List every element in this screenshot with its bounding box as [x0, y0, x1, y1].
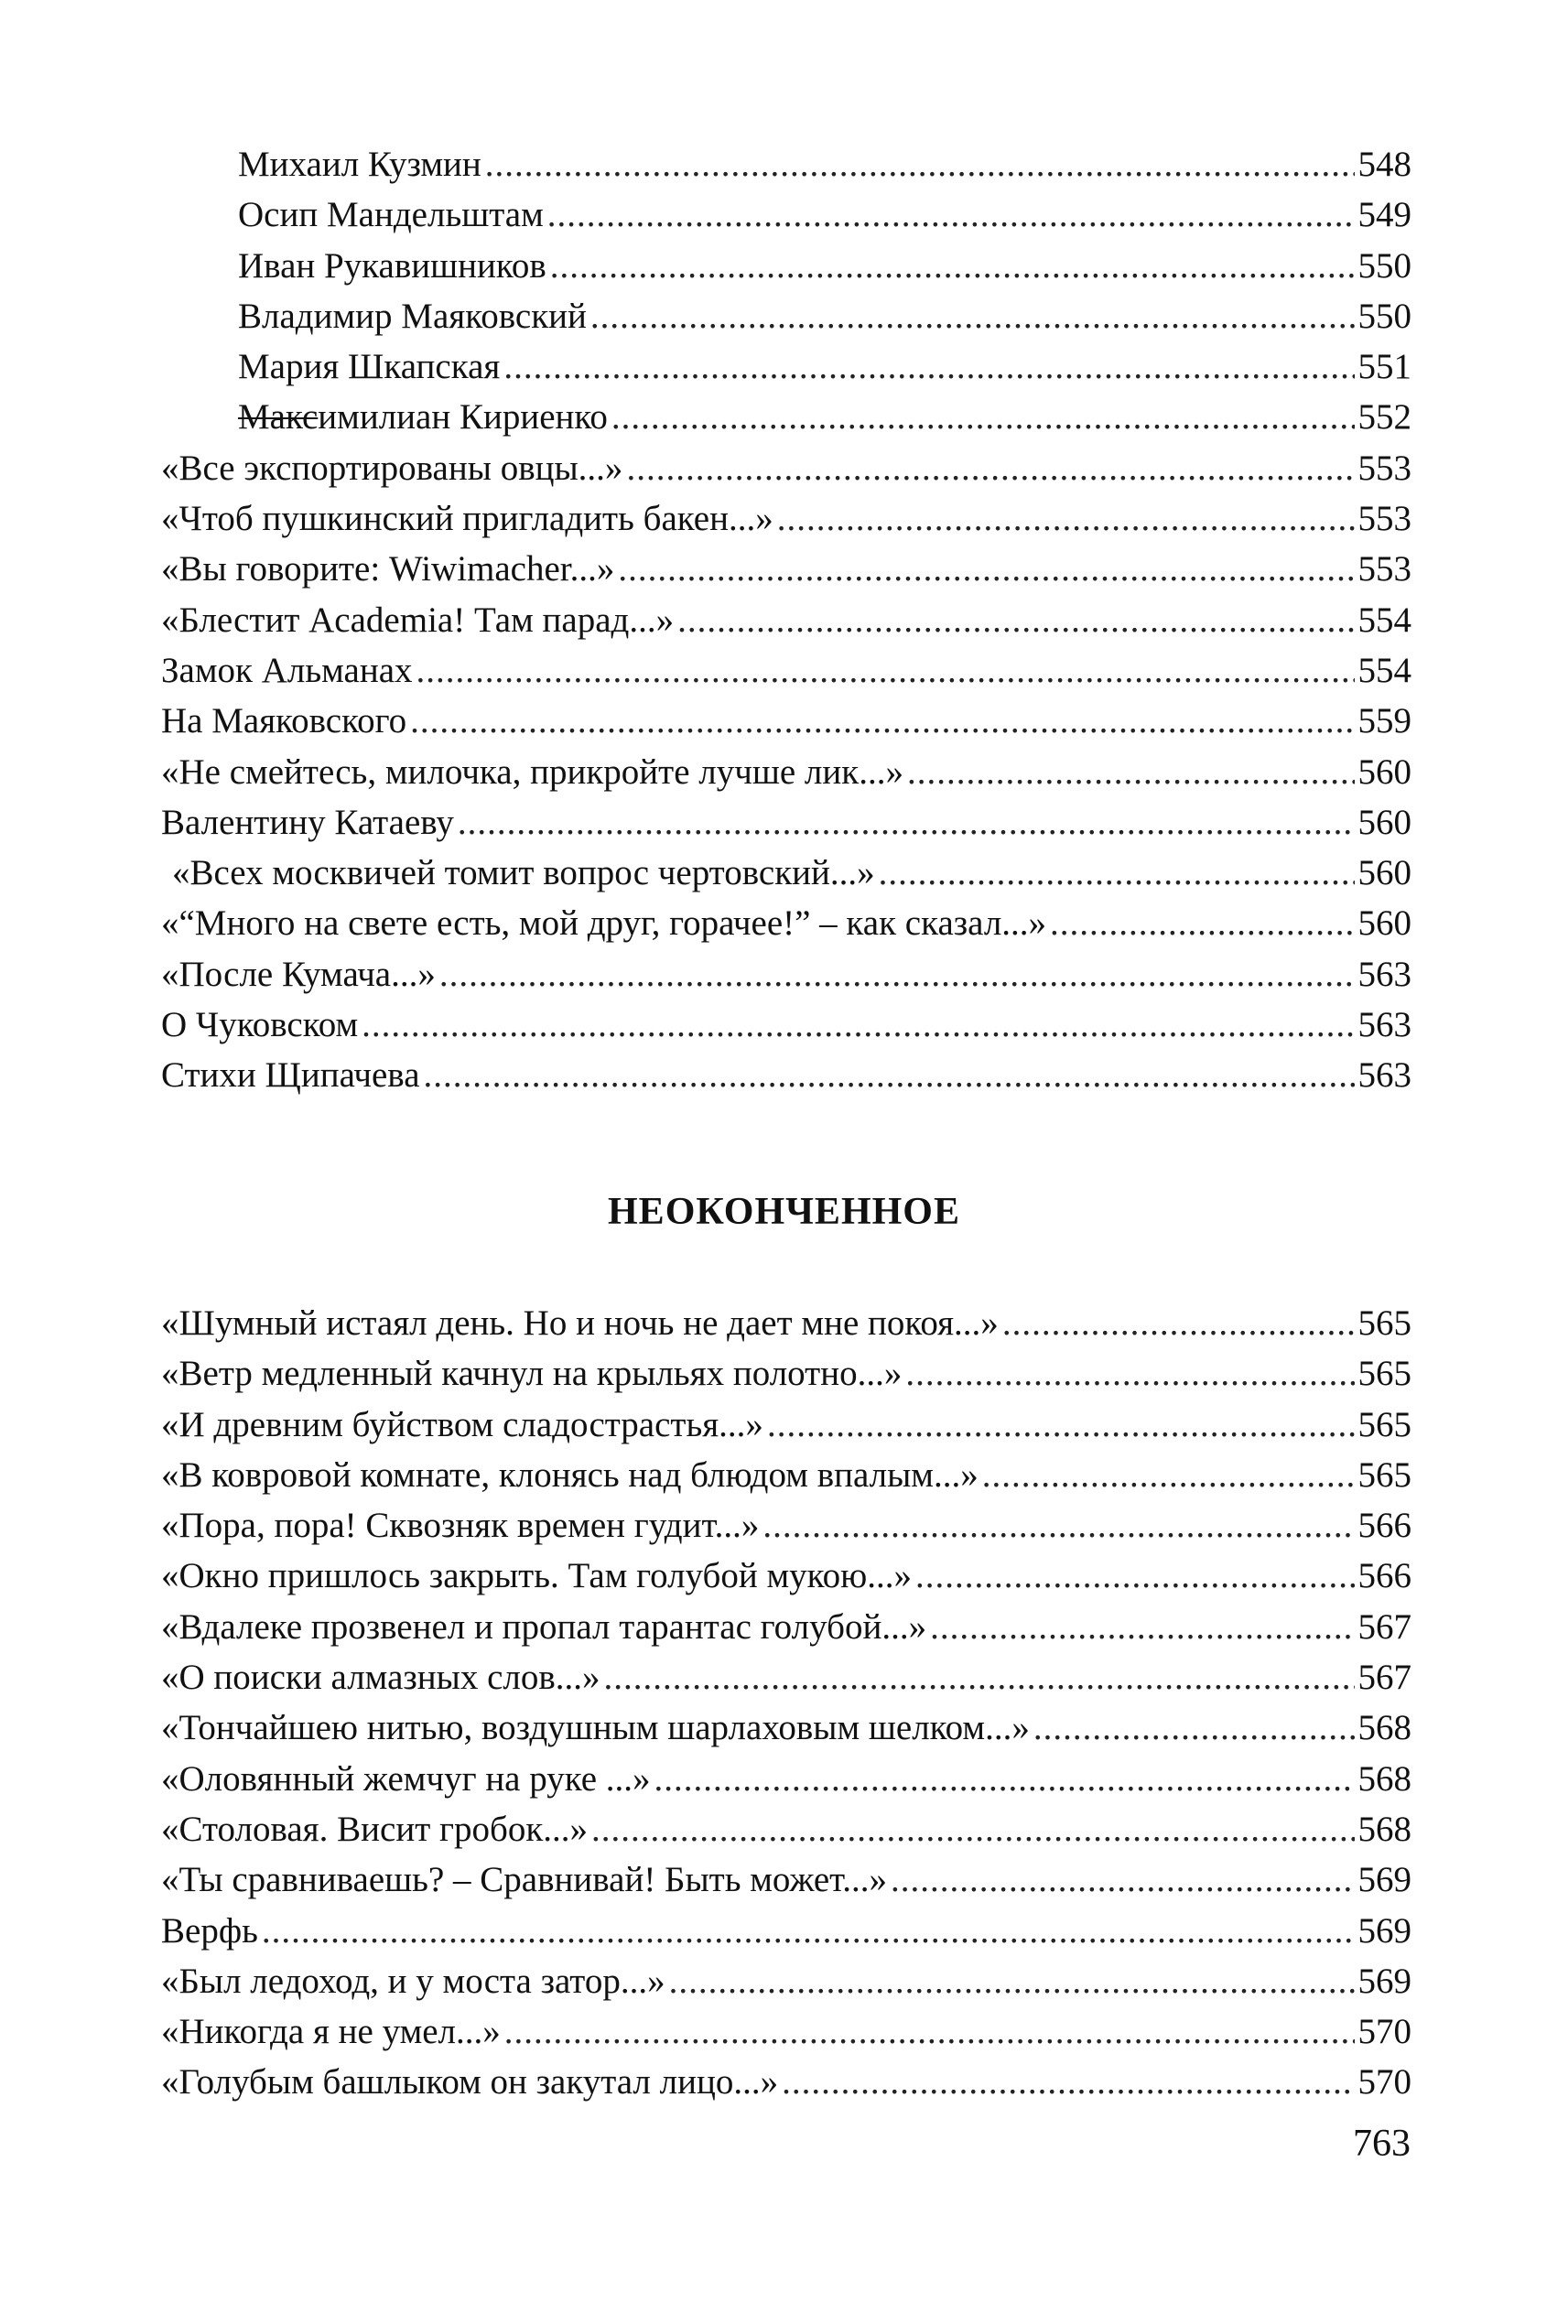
toc-entry-page: 552: [1357, 397, 1411, 438]
toc-entry-title: [161, 1602, 926, 1652]
toc-entry-title: [238, 341, 500, 392]
dot-leader: [550, 241, 1355, 291]
toc-entry: [161, 848, 1411, 898]
toc-entry-title-text: «Чтоб пушкинский пригладить бакен...»: [161, 499, 773, 539]
dot-leader: [485, 139, 1355, 189]
toc-entry-title: [161, 1050, 420, 1100]
toc-entry: [161, 1854, 1411, 1905]
toc-entry-title-text: Осип Мандельштам: [238, 195, 544, 235]
toc-entry: [161, 291, 1411, 341]
dot-leader: [879, 848, 1355, 898]
toc-entry: [161, 1956, 1411, 2006]
dot-leader: [604, 1652, 1355, 1702]
toc-entry-page: 563: [1357, 1055, 1411, 1096]
toc-entry-title-text: «Шумный истаял день. Но и ночь не дает мне покоя...»: [161, 1303, 999, 1343]
toc-entry-title: [161, 645, 413, 696]
toc-entry-title-text: Иван Рукавишников: [238, 245, 546, 286]
toc-entry-title: [161, 1348, 902, 1399]
toc-entry-title-struck: Макс: [238, 397, 319, 438]
page-number: 763: [1353, 2123, 1411, 2165]
toc-entry-title: [161, 696, 406, 746]
toc-entry-page: 563: [1357, 1005, 1411, 1045]
toc-entry-title: [161, 1652, 600, 1702]
toc-entry-page: 550: [1357, 245, 1411, 286]
toc-entry: [161, 241, 1411, 291]
dot-leader: [591, 1804, 1354, 1854]
toc-entry-page: 566: [1357, 1556, 1411, 1596]
toc-entry-page: 565: [1357, 1454, 1411, 1495]
toc-entry-page: 560: [1357, 802, 1411, 842]
toc-entry-title-text: На Маяковского: [161, 701, 407, 741]
toc-entry-title-text: «И древним буйством сладострастья...»: [161, 1404, 763, 1444]
dot-leader: [262, 1906, 1355, 1956]
toc-entry-title: [238, 139, 481, 189]
toc-entry-title: [161, 443, 622, 493]
toc-entry: [161, 392, 1411, 442]
dot-leader: [1033, 1702, 1355, 1753]
dot-leader: [1050, 898, 1354, 948]
toc-entry-page: 550: [1357, 296, 1411, 336]
toc-entry-page: 553: [1357, 448, 1411, 488]
toc-entry-title: [161, 1702, 1030, 1753]
dot-leader: [905, 1348, 1354, 1399]
toc-entry: [161, 595, 1411, 645]
toc-entry: [161, 645, 1411, 696]
toc-entry-title-text: «Был ледоход, и у моста затор...»: [161, 1961, 665, 2001]
toc-entry-title: [172, 848, 875, 898]
toc-entry-title: [161, 595, 674, 645]
toc-entry-title: [161, 2006, 501, 2057]
toc-entry-title-text: Верфь: [161, 1910, 258, 1951]
toc-entry-page: 569: [1357, 1961, 1411, 2001]
dot-leader: [503, 341, 1354, 392]
toc-entry-page: 569: [1357, 1860, 1411, 1900]
toc-entry-title: [161, 797, 454, 848]
toc-entry-page: 560: [1357, 853, 1411, 893]
toc-entry-title-text: «Всех москвичей томит вопрос чертовский...»: [172, 853, 875, 893]
toc-entry-title: [161, 949, 436, 1000]
toc-entry-title-text: Мария Шкапская: [238, 347, 501, 387]
toc-entry-title: [161, 1000, 358, 1050]
toc-entry: [161, 1500, 1411, 1551]
dot-leader: [611, 392, 1355, 442]
toc-entry: [161, 1602, 1411, 1652]
toc-entry-title-text: Замок Альманах: [161, 650, 413, 690]
toc-entry-page: 551: [1357, 347, 1411, 387]
toc-entry: [161, 747, 1411, 797]
toc-entry: [161, 443, 1411, 493]
toc-entry-title: [238, 189, 544, 240]
toc-entry-title: [238, 291, 587, 341]
toc-list-top: [161, 139, 1411, 1101]
dot-leader: [915, 1551, 1354, 1601]
dot-leader: [547, 189, 1355, 240]
toc-entry-page: 554: [1357, 600, 1411, 640]
toc-entry: [161, 949, 1411, 1000]
toc-entry: [161, 139, 1411, 189]
dot-leader: [590, 291, 1355, 341]
toc-entry-title: [161, 898, 1046, 948]
toc-entry-title-text: «Голубым башлыком он закутал лицо...»: [161, 2062, 779, 2102]
toc-entry: [161, 1050, 1411, 1100]
toc-entry-page: 553: [1357, 549, 1411, 589]
toc-entry-title-text: «Все экспортированы овцы...»: [161, 448, 623, 488]
dot-leader: [782, 2057, 1354, 2107]
toc-entry-title-text: «О поиски алмазных слов...»: [161, 1658, 600, 1698]
toc-entry-title-text: имилиан Кириенко: [318, 397, 608, 438]
toc-entry-page: 554: [1357, 650, 1411, 690]
dot-leader: [424, 1050, 1355, 1100]
toc-entry-page: 560: [1357, 751, 1411, 792]
toc-entry: [161, 1298, 1411, 1348]
toc-entry: [161, 1450, 1411, 1500]
toc-entry-title: [161, 1906, 258, 1956]
toc-entry-title: [161, 1551, 912, 1601]
toc-entry-title-text: О Чуковском: [161, 1005, 359, 1045]
toc-entry: [161, 898, 1411, 948]
dot-leader: [626, 443, 1354, 493]
toc-entry-page: 549: [1357, 195, 1411, 235]
toc-entry-title: [161, 1854, 887, 1905]
toc-entry-title: [161, 2057, 778, 2107]
dot-leader: [458, 797, 1355, 848]
dot-leader: [654, 1754, 1355, 1804]
toc-entry-title-text: «Ты сравниваешь? – Сравнивай! Быть может...»: [161, 1860, 888, 1900]
toc-entry-title-text: Валентину Катаеву: [161, 802, 454, 842]
toc-entry-title-text: «Ветр медленный качнул на крыльях полотно...»: [161, 1354, 903, 1394]
toc-entry-title: [161, 1450, 979, 1500]
toc-entry-title-text: Стихи Щипачева: [161, 1055, 420, 1096]
toc-entry-page: 560: [1357, 903, 1411, 944]
toc-entry-title: [161, 1956, 665, 2006]
toc-entry-page: 567: [1357, 1606, 1411, 1647]
toc-entry: [161, 1702, 1411, 1753]
toc-entry: [161, 696, 1411, 746]
dot-leader: [777, 493, 1355, 544]
toc-entry-title-text: «Вдалеке прозвенел и пропал тарантас голубой...»: [161, 1606, 927, 1647]
toc-entry-page: 566: [1357, 1506, 1411, 1546]
toc-entry-title: [161, 1804, 588, 1854]
toc-entry-page: 568: [1357, 1708, 1411, 1748]
toc-entry-title-text: «Окно пришлось закрыть. Там голубой мукою...»: [161, 1556, 913, 1596]
toc-entry-page: 565: [1357, 1303, 1411, 1343]
dot-leader: [416, 645, 1355, 696]
toc-entry-title: [238, 241, 546, 291]
toc-entry: [161, 1754, 1411, 1804]
toc-entry-page: 567: [1357, 1658, 1411, 1698]
dot-leader: [677, 595, 1354, 645]
dot-leader: [410, 696, 1354, 746]
toc-entry: [161, 341, 1411, 392]
dot-leader: [669, 1956, 1355, 2006]
toc-entry: [161, 1804, 1411, 1854]
toc-entry-page: 570: [1357, 2012, 1411, 2052]
toc-entry-title-text: «Не смейтесь, милочка, прикройте лучше лик...»: [161, 751, 903, 792]
toc-entry-page: 548: [1357, 145, 1411, 184]
toc-entry: [161, 1000, 1411, 1050]
dot-leader: [930, 1602, 1354, 1652]
toc-entry: [161, 189, 1411, 240]
dot-leader: [362, 1000, 1354, 1050]
toc-entry-title-text: Михаил Кузмин: [238, 145, 481, 184]
dot-leader: [767, 1400, 1355, 1450]
toc-entry-title-text: Владимир Маяковский: [238, 296, 587, 336]
toc-entry-title-text: «Вы говорите: Wiwimacher...»: [161, 549, 615, 589]
toc-entry-page: 570: [1357, 2062, 1411, 2102]
toc-entry-title: [161, 1754, 651, 1804]
toc-entry-page: 553: [1357, 499, 1411, 539]
toc-entry-title: [238, 392, 608, 442]
toc-entry-page: 568: [1357, 1809, 1411, 1849]
dot-leader: [762, 1500, 1354, 1551]
section-heading: НЕОКОНЧЕННОЕ: [608, 1191, 960, 1233]
dot-leader: [618, 544, 1354, 594]
toc-entry-page: 569: [1357, 1910, 1411, 1951]
toc-entry: [161, 493, 1411, 544]
toc-entry-title: [161, 1400, 763, 1450]
toc-entry: [161, 1652, 1411, 1702]
toc-entry: [161, 1551, 1411, 1601]
dot-leader: [982, 1450, 1355, 1500]
toc-entry-title-text: «Никогда я не умел...»: [161, 2012, 501, 2052]
toc-entry-title-text: «После Кумача...»: [161, 954, 436, 994]
toc-entry-title: [161, 493, 773, 544]
toc-list-bottom: [161, 1298, 1411, 2108]
toc-entry-page: 565: [1357, 1354, 1411, 1394]
toc-entry-title: [161, 544, 614, 594]
toc-entry-title-text: «“Много на свете есть, мой друг, горачее!” – как сказал...»: [161, 903, 1047, 944]
dot-leader: [891, 1854, 1354, 1905]
toc-entry-title: [161, 747, 903, 797]
toc-entry: [161, 1348, 1411, 1399]
toc-entry: [161, 797, 1411, 848]
toc-entry: [161, 2057, 1411, 2107]
toc-entry-page: 568: [1357, 1758, 1411, 1799]
toc-entry-title-text: «Пора, пора! Сквозняк времен гудит...»: [161, 1506, 760, 1546]
dot-leader: [504, 2006, 1355, 2057]
toc-entry-title-text: «Столовая. Висит гробок...»: [161, 1809, 589, 1849]
toc-entry-title: [161, 1298, 999, 1348]
toc-entry: [161, 2006, 1411, 2057]
toc-entry-title: [161, 1500, 759, 1551]
dot-leader: [907, 747, 1355, 797]
toc-entry-page: 559: [1357, 701, 1411, 741]
toc-entry-title-text: «Тончайшею нитью, воздушным шарлаховым шелком...»: [161, 1708, 1030, 1748]
toc-entry-page: 563: [1357, 954, 1411, 994]
toc-entry-title-text: «В ковровой комнате, клонясь над блюдом впалым...»: [161, 1454, 979, 1495]
dot-leader: [439, 949, 1355, 1000]
toc-entry: [161, 544, 1411, 594]
toc-entry-title-text: «Оловянный жемчуг на руке ...»: [161, 1758, 651, 1799]
toc-entry-title-text: «Блестит Academia! Там парад...»: [161, 600, 675, 640]
toc-entry-page: 565: [1357, 1404, 1411, 1444]
toc-entry: [161, 1906, 1411, 1956]
dot-leader: [1002, 1298, 1355, 1348]
toc-entry: [161, 1400, 1411, 1450]
